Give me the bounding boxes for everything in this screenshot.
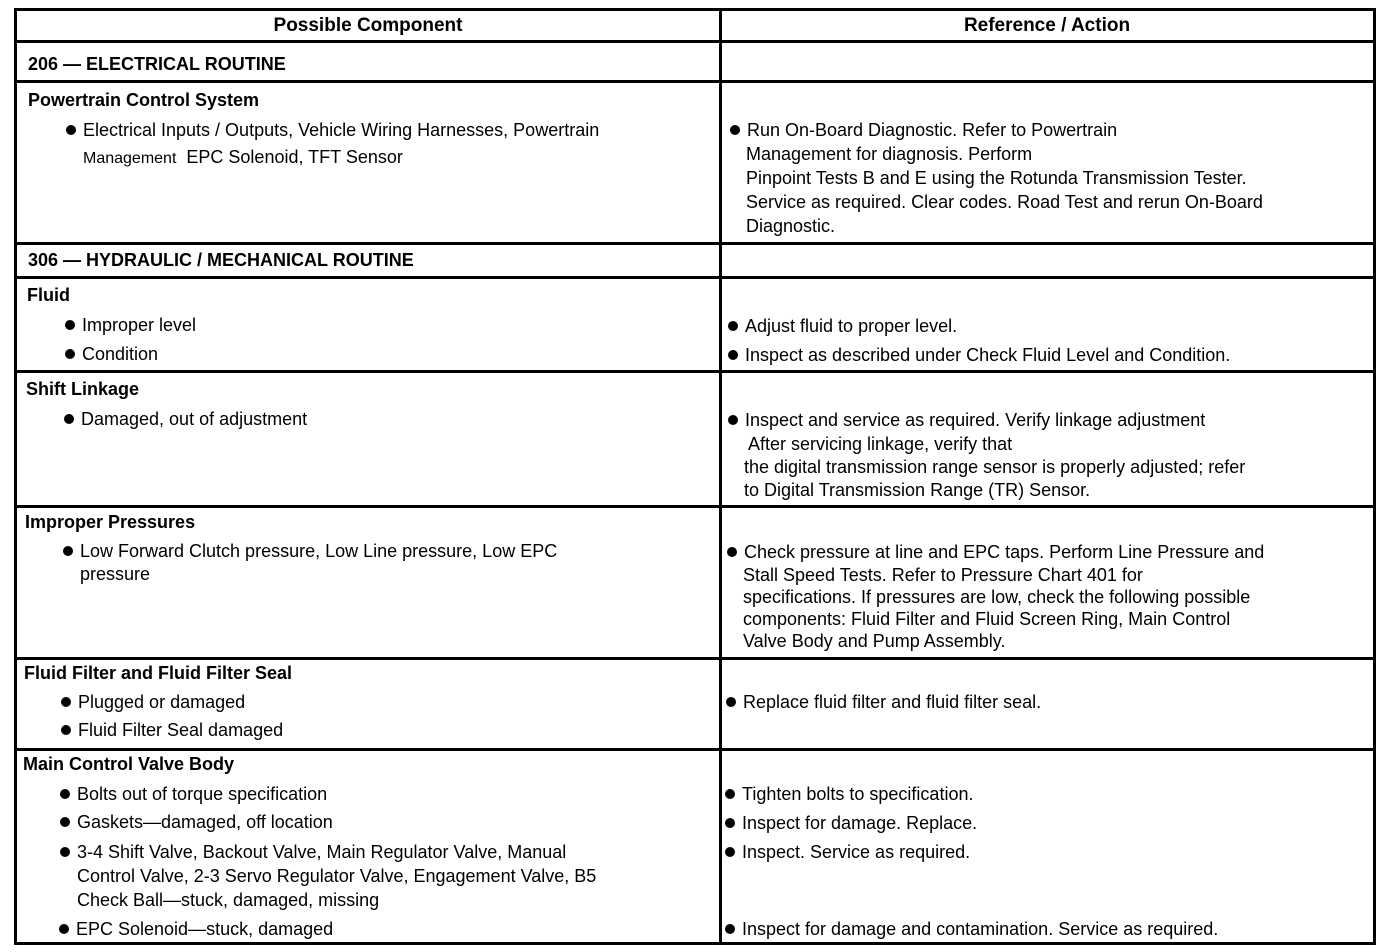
pressures-action-l5: Valve Body and Pump Assembly. [743,631,1006,651]
bullet-icon [65,349,75,359]
diagnosis-table [14,8,1376,945]
shift-linkage-action-l4: to Digital Transmission Range (TR) Sensor. [744,480,1091,500]
valve-body-item-3-cont-1: Control Valve, 2-3 Servo Regulator Valve, Engagement Valve, B5 [77,866,597,886]
powertrain-action-l1: Run On-Board Diagnostic. Refer to Powertrain [730,120,1117,141]
pressures-action-l3: specifications. If pressures are low, check the following possible [743,587,1251,607]
pressures-item-1-cont: pressure [80,564,151,584]
row-divider [17,505,1373,508]
shift-linkage-action-l3: the digital transmission range sensor is properly adjusted; refer [744,457,1246,477]
shift-linkage-title: Shift Linkage [26,379,140,399]
valve-body-action-3: Inspect. Service as required. [725,842,970,863]
filter-action-1: Replace fluid filter and fluid filter seal. [726,692,1041,713]
fluid-item-1: Improper level [65,315,196,336]
bullet-icon [725,789,735,799]
bullet-icon [65,320,75,330]
fluid-action-1: Adjust fluid to proper level. [728,316,957,337]
shift-linkage-action-l1: Inspect and service as required. Verify linkage adjustment [728,410,1205,431]
bullet-icon [63,546,73,556]
fluid-title: Fluid [27,285,70,305]
row-divider [17,242,1373,245]
row-divider [17,370,1373,373]
powertrain-action-l5: Diagnostic. [746,216,836,236]
bullet-icon [728,321,738,331]
section-hydraulic-routine: 306 — HYDRAULIC / MECHANICAL ROUTINE [28,250,414,270]
shift-linkage-item-1: Damaged, out of adjustment [64,409,307,430]
bullet-icon [725,818,735,828]
valve-body-item-2: Gaskets—damaged, off location [60,812,333,833]
valve-body-title: Main Control Valve Body [23,754,235,774]
bullet-icon [61,697,71,707]
row-divider [17,276,1373,279]
pressures-action-l4: components: Fluid Filter and Fluid Screen Ring, Main Control [743,609,1231,629]
valve-body-item-3: 3-4 Shift Valve, Backout Valve, Main Regulator Valve, Manual [60,842,566,863]
column-divider [719,11,722,942]
powertrain-item-1-cont: Management EPC Solenoid, TFT Sensor [83,147,403,167]
powertrain-title: Powertrain Control System [28,90,260,110]
powertrain-action-l3: Pinpoint Tests B and E using the Rotunda Transmission Tester. [746,168,1247,188]
bullet-icon [61,725,71,735]
bullet-icon [60,817,70,827]
valve-body-item-1: Bolts out of torque specification [60,784,327,805]
header-reference-action: Reference / Action [963,15,1131,36]
valve-body-item-4: EPC Solenoid—stuck, damaged [59,919,333,940]
pressures-title: Improper Pressures [25,512,196,532]
powertrain-item-1: Electrical Inputs / Outputs, Vehicle Wiring Harnesses, Powertrain [66,120,599,141]
bullet-icon [60,789,70,799]
header-possible-component: Possible Component [273,15,463,36]
section-electrical-routine: 206 — ELECTRICAL ROUTINE [28,54,286,74]
bullet-icon [60,847,70,857]
filter-item-2: Fluid Filter Seal damaged [61,720,283,741]
row-divider [17,40,1373,43]
shift-linkage-action-l2: After servicing linkage, verify that [748,434,1013,454]
bullet-icon [728,350,738,360]
pressures-item-1: Low Forward Clutch pressure, Low Line pressure, Low EPC [63,541,557,562]
bullet-icon [64,414,74,424]
valve-body-action-4: Inspect for damage and contamination. Service as required. [725,919,1218,940]
bullet-icon [725,924,735,934]
filter-title: Fluid Filter and Fluid Filter Seal [24,663,293,683]
fluid-action-2: Inspect as described under Check Fluid Level and Condition. [728,345,1230,366]
bullet-icon [59,924,69,934]
filter-item-1: Plugged or damaged [61,692,245,713]
bullet-icon [728,415,738,425]
bullet-icon [730,125,740,135]
fluid-item-2: Condition [65,344,158,365]
valve-body-action-2: Inspect for damage. Replace. [725,813,977,834]
valve-body-item-3-cont-2: Check Ball—stuck, damaged, missing [77,890,380,910]
powertrain-action-l4: Service as required. Clear codes. Road Test and rerun On-Board [746,192,1263,212]
row-divider [17,748,1373,751]
bullet-icon [66,125,76,135]
powertrain-action-l2: Management for diagnosis. Perform [746,144,1033,164]
pressures-action-l2: Stall Speed Tests. Refer to Pressure Chart 401 for [743,565,1143,585]
bullet-icon [725,847,735,857]
valve-body-action-1: Tighten bolts to specification. [725,784,973,805]
row-divider [17,80,1373,83]
bullet-icon [726,697,736,707]
pressures-action-l1: Check pressure at line and EPC taps. Perform Line Pressure and [727,542,1264,563]
bullet-icon [727,547,737,557]
row-divider [17,657,1373,660]
